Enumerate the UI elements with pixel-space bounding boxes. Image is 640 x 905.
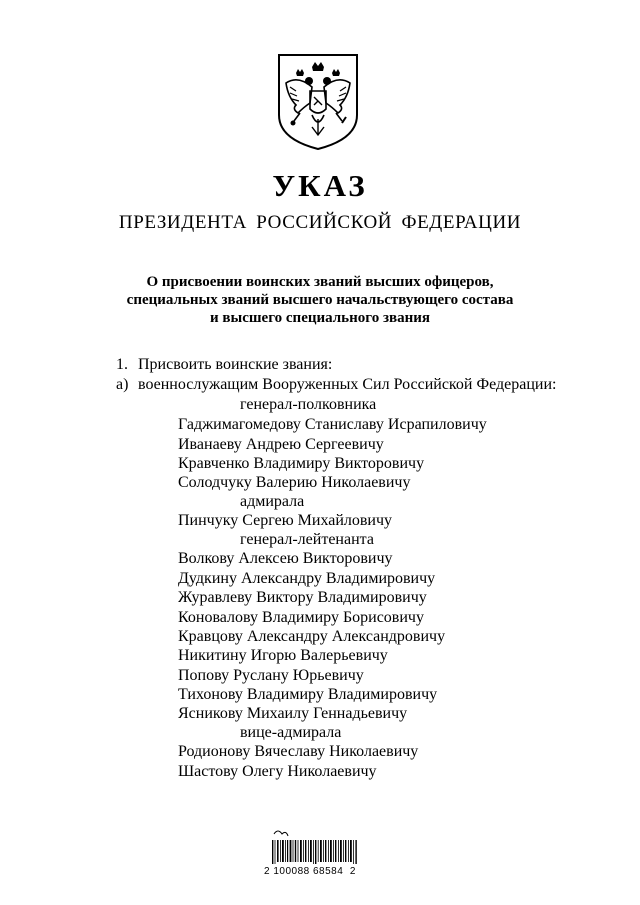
rank-heading: адмирала: [240, 493, 305, 510]
list-item: Попову Руслану Юрьевичу: [178, 667, 364, 684]
list-item: Пинчуку Сергею Михайловичу: [178, 512, 393, 529]
list-item: Коновалову Владимиру Борисовичу: [178, 609, 424, 626]
emblem-icon: [276, 53, 360, 151]
list-item: Кравцову Александру Александровичу: [178, 628, 446, 645]
list-item: Волкову Алексею Викторовичу: [178, 550, 393, 567]
list-item: Тихонову Владимиру Владимировичу: [178, 686, 438, 703]
rank-heading: генерал-лейтенанта: [240, 531, 374, 548]
list-item: Дудкину Александру Владимировичу: [178, 570, 436, 587]
list-item: Родионову Вячеславу Николаевичу: [178, 743, 419, 760]
list-item: Ясникову Михаилу Геннадьевичу: [178, 705, 408, 722]
rank-heading: генерал-полковника: [240, 396, 377, 413]
rank-heading: вице-адмирала: [240, 724, 342, 741]
list-item: Никитину Игорю Валерьевичу: [178, 647, 388, 664]
decree-heading: [0, 273, 640, 327]
clause-number: 1.: [116, 356, 128, 373]
list-item: Иванаеву Андрею Сергеевичу: [178, 436, 384, 453]
list-item: Кравченко Владимиру Викторовичу: [178, 455, 425, 472]
subclause-text: военнослужащим Вооруженных Сил Российской Федерации:: [138, 376, 557, 393]
document-subtitle: ПРЕЗИДЕНТА РОССИЙСКОЙ ФЕДЕРАЦИИ: [118, 212, 522, 233]
heading-line: и высшего специального звания: [210, 310, 430, 326]
clause-text: Присвоить воинские звания:: [138, 356, 333, 373]
list-item: Солодчуку Валерию Николаевичу: [178, 474, 411, 491]
subclause-letter: а): [116, 376, 129, 393]
list-item: Журавлеву Виктору Владимировичу: [178, 589, 427, 606]
document-title: УКАЗ: [272, 168, 368, 203]
heading-line: специальных званий высшего начальствующего состава: [126, 292, 514, 308]
list-item: Гаджимагомедову Станиславу Исрапиловичу: [178, 416, 487, 433]
heading-line: О присвоении воинских званий высших офицеров,: [146, 274, 494, 290]
list-item: Шастову Олегу Николаевичу: [178, 763, 377, 780]
barcode-number: 2 100088 68584 2: [264, 866, 356, 877]
